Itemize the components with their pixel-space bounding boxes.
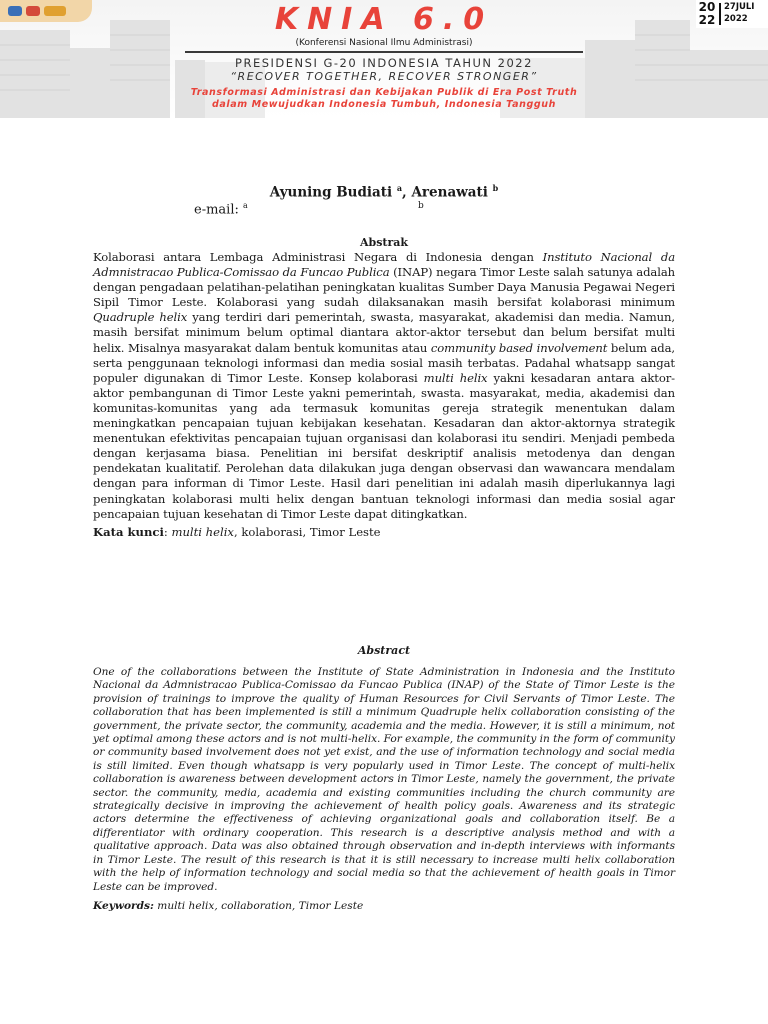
kata-kunci-rest: , kolaborasi, Timor Leste xyxy=(233,525,381,539)
abstract-heading: Abstract xyxy=(357,644,411,657)
abstrak-italic: community based involvement xyxy=(430,340,608,355)
keywords xyxy=(93,900,363,912)
date-year: 2022 xyxy=(724,14,748,24)
theme-line-1: Transformasi Administrasi dan Kebijakan Publik di Era Post Truth xyxy=(190,87,578,98)
keywords-label: Keywords: xyxy=(93,900,154,912)
conference-title: KNIA 6.0 xyxy=(274,2,494,37)
abstrak-italic: Quadruple helix xyxy=(93,310,188,325)
author-1-affil: a xyxy=(396,183,403,193)
kata-kunci-label: Kata kunci xyxy=(93,525,164,539)
abstrak-text: yang terdiri dari pemerintah, swasta, masyarakat, akademisi dan media. Namun, masih bersifat minimum belum optimal diantara aktor-aktor tersebut dan belum bersifat multi helix. Misalnya masyarakat dalam bentuk komunitas atau xyxy=(93,310,675,355)
conference-subtitle: (Konferensi Nasional Ilmu Administrasi) xyxy=(295,38,473,48)
abstrak-italic: multi helix xyxy=(423,370,488,385)
abstrak-body xyxy=(93,250,675,522)
date-day: 27JULI xyxy=(724,2,755,12)
kata-kunci xyxy=(93,525,381,539)
presidency-line: PRESIDENSI G-20 INDONESIA TAHUN 2022 xyxy=(235,56,533,70)
kata-kunci-sep: : xyxy=(163,525,172,539)
slogan-line: “RECOVER TOGETHER, RECOVER STRONGER” xyxy=(230,70,538,83)
date-year-stack xyxy=(696,1,718,26)
date-divider xyxy=(719,3,721,25)
theme-line-2: dalam Mewujudkan Indonesia Tumbuh, Indonesia Tangguh xyxy=(211,99,557,110)
author-1: Ayuning Budiati xyxy=(269,184,393,201)
abstrak-italic: Instituto Nacional da Admnistracao Publica-Comissao da Funcao Publica xyxy=(93,250,676,280)
date-year-bottom: 22 xyxy=(698,12,716,27)
abstrak-text: belum ada, serta penggunaan teknologi informasi dan media sosial masih terbatas. Padahal whatsapp sangat populer digunakan di Timor Leste. Konsep kolaborasi xyxy=(93,340,676,385)
author-2: , Arenawati xyxy=(402,184,488,201)
email-b-marker: b xyxy=(418,201,424,211)
email-line xyxy=(194,201,248,217)
date-year-top: 20 xyxy=(698,0,716,14)
conference-banner xyxy=(0,0,768,118)
email-label: e-mail: xyxy=(194,202,239,218)
header-divider xyxy=(185,51,583,53)
abstrak-heading: Abstrak xyxy=(359,236,409,249)
abstrak-text: yakni kesadaran antara aktor-aktor pembangunan di Timor Leste yakni pemerintah, swasta. masyarakat, media, akademisi dan komunitas-komunitas yang ada termasuk komunitas gereja strategik menentukan dalam meningkatkan pencapaian tujuan kebijakan kesehatan. Kesadaran dan aktor-aktornya strategik menentukan efektivitas pencapaian tujuan organisasi dan kolaborasi itu sendiri. Menjadi pembeda dengan kerjasama biasa. Penelitian ini bersifat deskriptif analisis metodenya dan dengan pendekatan kualitatif. Perolehan data dilakukan juga dengan observasi dan wawancara mendalam dengan para informan di Timor Leste. Hasil dari penelitian ini adalah masih diperlukannya lagi peningkatan kolaborasi multi helix dengan bantuan teknologi informasi dan media sosial agar pencapaian tujuan kesehatan di Timor Leste dapat ditingkatkan. xyxy=(93,370,675,521)
email-a-marker: a xyxy=(243,201,248,210)
abstrak-text: (INAP) negara Timor Leste salah satunya adalah dengan pengadaan pelatihan-pelatihan peningkatan kualitas Sumber Daya Manusia Pegawai Negeri Sipil Timor Leste. Kolaborasi yang sudah dilaksanakan masih bersifat kolaborasi minimum xyxy=(93,265,675,310)
abstract-body: One of the collaborations between the Institute of State Administration in Indonesia and the Instituto Nacional da Admnistracao Publica-Comissao da Funcao Publica (INAP) of the State of Timor Leste is the provision of trainings to improve the quality of Human Resources for Civil Servants of Timor Leste. The collaboration that has been implemented is still a minimum Quadruple helix collaboration consisting of the government, the private sector, the community, academia and the media. However, it is still a minimum, not yet optimal among these actors and is not multi-helix. For example, the community in the form of community or community based involvement does not yet exist, and the use of information technology and social media is still limited. Even though whatsapp is very popularly used in Timor Leste. The concept of multi-helix collaboration is awareness between development actors in Timor Leste, namely the government, the private sector. the community, media, academia and existing communities including the church community are strategically decisive in improving the achievement of health policy goals. Awareness and its strategic actors determine the effectiveness of achieving organizational goals and collaboration itself. Be a differentiator with ordinary cooperation. This research is a descriptive analysis method and with a qualitative approach. Data was also obtained through observation and in-depth interviews with informants in Timor Leste. The result of this research is that it is still necessary to increase multi helix collaboration with the help of information technology and social media so that the achievement of health goals in Timor Leste can be improved. xyxy=(93,666,675,893)
author-2-affil: b xyxy=(492,183,499,193)
conference-date xyxy=(696,0,768,28)
keywords-rest: multi helix, collaboration, Timor Leste xyxy=(153,900,364,912)
abstrak-text: Kolaborasi antara Lembaga Administrasi Negara di Indonesia dengan xyxy=(93,250,543,264)
kata-kunci-italic: multi helix xyxy=(171,525,234,539)
author-line xyxy=(0,183,768,201)
